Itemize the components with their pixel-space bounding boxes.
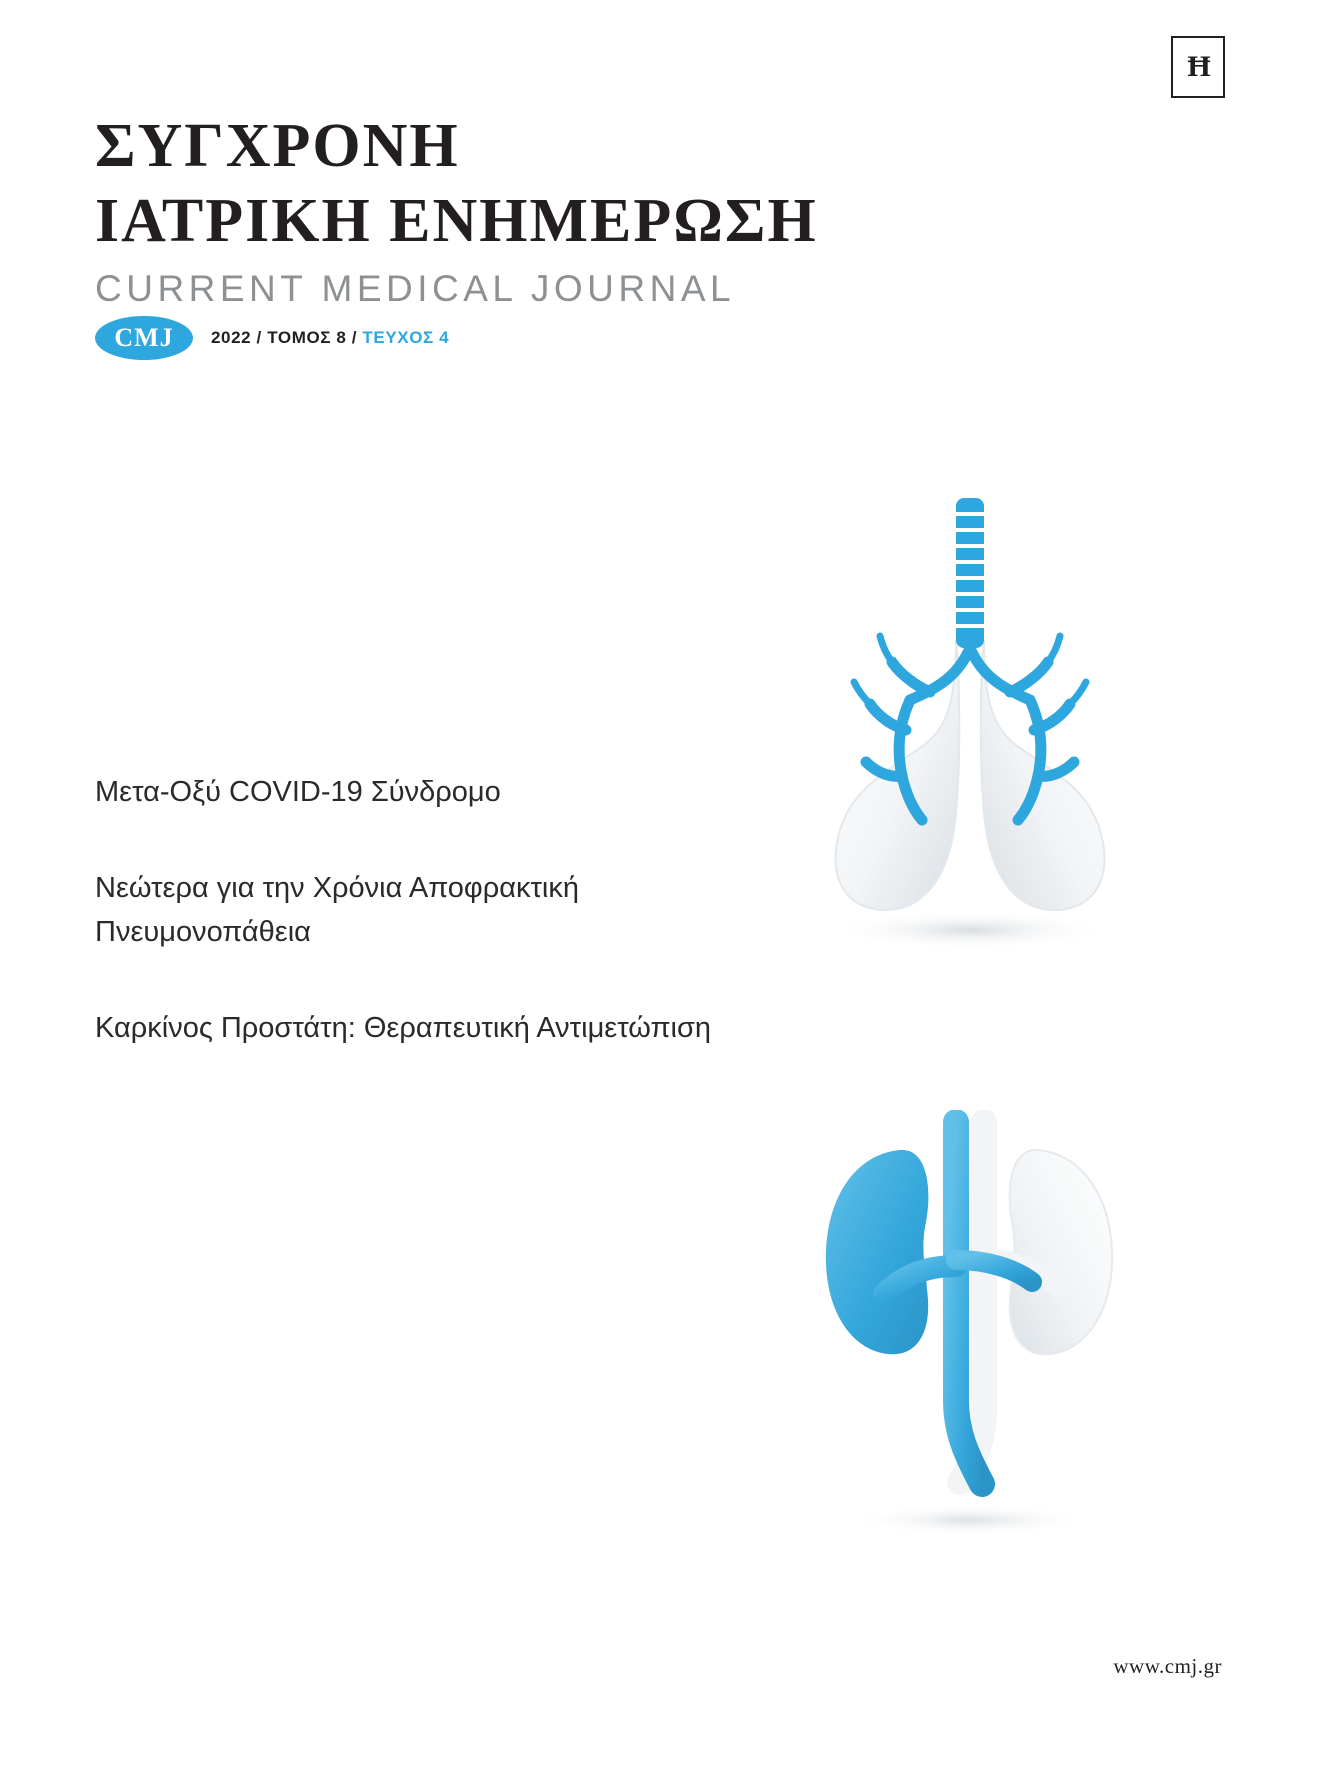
cover-topic-3: Καρκίνος Προστάτη: Θεραπευτική Αντιμετώπιση <box>95 1012 711 1045</box>
journal-title-line-2: ΙΑΤΡΙΚΗ ΕΝΗΜΕΡΩΣΗ <box>95 187 818 256</box>
lungs-illustration <box>760 490 1180 960</box>
cover-topics-list <box>95 770 715 1050</box>
journal-title-line-1: ΣΥΓΧΡΟΝΗ <box>95 112 460 180</box>
masthead <box>95 110 1225 310</box>
cmj-badge <box>95 316 193 360</box>
publisher-logo-icon <box>1171 36 1225 98</box>
publisher-logo-mark: Ħ <box>1187 50 1209 83</box>
cover-topic-2: Νεώτερα για την Χρόνια Αποφρακτική Πνευμονοπάθεια <box>95 872 580 949</box>
issue-text <box>211 328 449 348</box>
cover-topic-1: Μετα-Οξύ COVID-19 Σύνδρομο <box>95 776 501 808</box>
website-url[interactable]: www.cmj.gr <box>1113 1654 1222 1678</box>
issue-number: ΤΕΥΧΟΣ 4 <box>362 328 450 347</box>
cmj-badge-label: CMJ <box>114 323 174 352</box>
kidneys-illustration <box>770 1110 1170 1540</box>
issue-year-volume: 2022 / ΤΟΜΟΣ 8 / <box>211 328 363 347</box>
issue-info <box>95 316 449 360</box>
journal-subtitle-english: CURRENT MEDICAL JOURNAL <box>95 268 736 310</box>
